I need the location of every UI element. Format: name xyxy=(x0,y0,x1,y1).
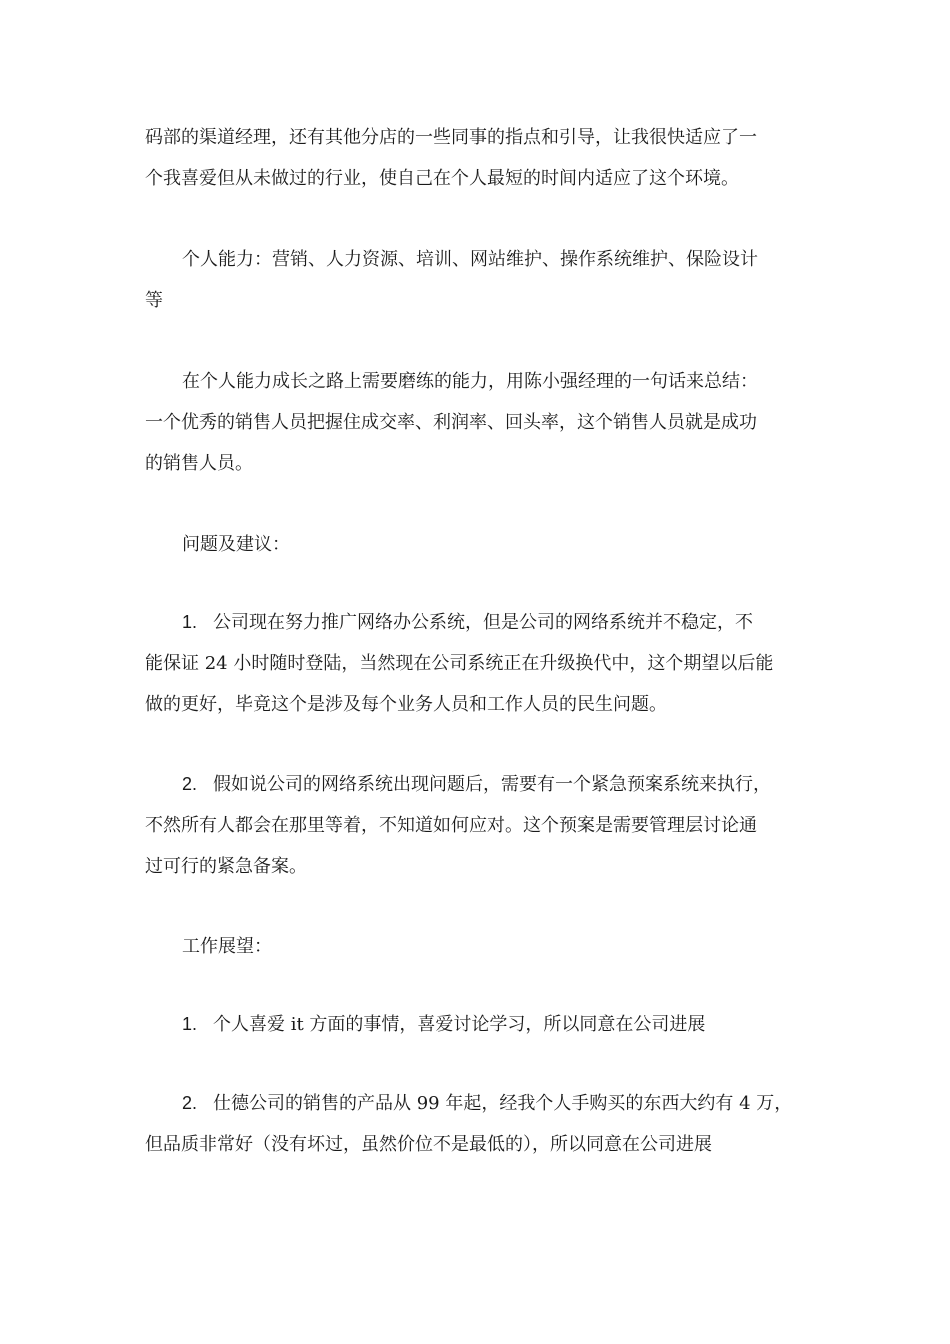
section-heading-issues xyxy=(145,524,810,565)
text-line: 一个优秀的销售人员把握住成交率、利润率、回头率，这个销售人员就是成功 xyxy=(145,412,757,433)
list-item-outlook-1 xyxy=(145,1004,810,1045)
paragraph-personal-abilities xyxy=(145,239,810,321)
list-number: 2. xyxy=(182,774,198,794)
list-number: 2. xyxy=(182,1093,198,1113)
text-line: 不然所有人都会在那里等着，不知道如何应对。这个预案是需要管理层讨论通 xyxy=(145,815,757,836)
text-line: 能保证 24 小时随时登陆，当然现在公司系统正在升级换代中，这个期望以后能 xyxy=(145,653,774,674)
list-text: 公司现在努力推广网络办公系统，但是公司的网络系统并不稳定，不 xyxy=(213,612,753,633)
text-line xyxy=(145,602,810,643)
text-line: 做的更好，毕竟这个是涉及每个业务人员和工作人员的民生问题。 xyxy=(145,694,667,715)
text-line xyxy=(145,1083,810,1124)
text-line: 但品质非常好（没有坏过，虽然价位不是最低的），所以同意在公司进展 xyxy=(145,1134,712,1155)
list-item-outlook-2 xyxy=(145,1083,810,1165)
list-item-issue-1 xyxy=(145,602,810,725)
list-text: 个人喜爱 it 方面的事情，喜爱讨论学习，所以同意在公司进展 xyxy=(213,1014,706,1035)
list-item-issue-2 xyxy=(145,764,810,887)
text-line: 问题及建议： xyxy=(182,534,290,555)
section-heading-outlook xyxy=(145,926,810,967)
paragraph-intro-continuation xyxy=(145,117,810,199)
text-line: 码部的渠道经理，还有其他分店的一些同事的指点和引导，让我很快适应了一 xyxy=(145,127,757,148)
text-line: 过可行的紧急备案。 xyxy=(145,856,307,877)
text-line: 工作展望： xyxy=(182,936,272,957)
paragraph-ability-growth xyxy=(145,361,810,484)
text-line: 的销售人员。 xyxy=(145,453,253,474)
list-number: 1. xyxy=(182,1014,198,1034)
text-line xyxy=(145,764,810,805)
text-line xyxy=(145,1004,810,1045)
list-text: 仕德公司的销售的产品从 99 年起，经我个人手购买的东西大约有 4 万， xyxy=(213,1093,793,1114)
text-line: 等 xyxy=(145,290,163,311)
text-line: 在个人能力成长之路上需要磨练的能力，用陈小强经理的一句话来总结： xyxy=(182,371,758,392)
text-line: 个人能力：营销、人力资源、培训、网站维护、操作系统维护、保险设计 xyxy=(182,249,758,270)
text-line: 个我喜爱但从未做过的行业，使自己在个人最短的时间内适应了这个环境。 xyxy=(145,168,739,189)
list-text: 假如说公司的网络系统出现问题后，需要有一个紧急预案系统来执行， xyxy=(213,774,771,795)
list-number: 1. xyxy=(182,612,198,632)
